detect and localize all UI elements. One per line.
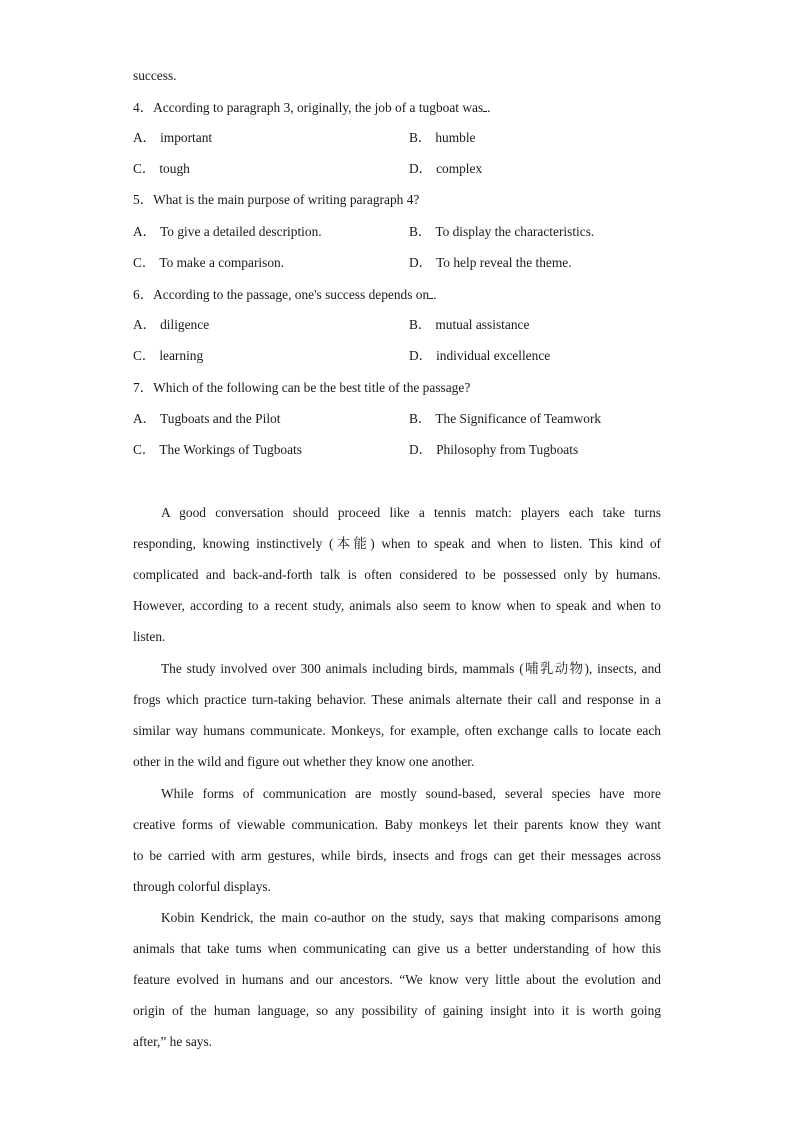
option-d: D． individual excellence xyxy=(409,348,551,363)
passage-line: feature evolved in humans and our ancestors. “We know very little about the evolution and xyxy=(133,972,661,987)
passage-line: responding, knowing instinctively (本能) when to speak and when to listen. This kind of xyxy=(133,536,661,551)
passage-line: The study involved over 300 animals including birds, mammals (哺乳动物), insects, and xyxy=(161,661,661,676)
option-a: A． important xyxy=(133,130,213,145)
passage-line: after,” he says. xyxy=(133,1034,213,1049)
continued-text: success. xyxy=(133,68,177,83)
option-b: B． humble xyxy=(409,130,476,145)
passage-line: A good conversation should proceed like a tennis match: players each take turns xyxy=(161,505,661,520)
passage-line: complicated and back-and-forth talk is often considered to be possessed only by humans. xyxy=(133,567,661,582)
question-stem: 7．Which of the following can be the best title of the passage? xyxy=(133,380,471,395)
passage-line: similar way humans communicate. Monkeys, for example, often exchange calls to locate each xyxy=(133,723,661,738)
passage-line: listen. xyxy=(133,629,166,644)
option-a: A． diligence xyxy=(133,317,210,332)
passage-line: However, according to a recent study, animals also seem to know when to speak and when to xyxy=(133,598,661,613)
option-a: A． Tugboats and the Pilot xyxy=(133,411,281,426)
passage-line: through colorful displays. xyxy=(133,879,271,894)
passage-line: frogs which practice turn-taking behavior. These animals alternate their call and response in a xyxy=(133,692,661,707)
question-stem: 6．According to the passage, one's success depends on . xyxy=(133,287,437,302)
option-b: B． mutual assistance xyxy=(409,317,530,332)
passage-line: other in the wild and figure out whether they know one another. xyxy=(133,754,475,769)
passage-line: While forms of communication are mostly sound-based, several species have more xyxy=(161,786,661,801)
passage-line: animals that take tums when communicating can give us a better understanding of how this xyxy=(133,941,661,956)
option-b: B． To display the characteristics. xyxy=(409,224,595,239)
option-c: C． tough xyxy=(133,161,190,176)
option-b: B． The Significance of Teamwork xyxy=(409,411,602,426)
question-stem: 5．What is the main purpose of writing paragraph 4? xyxy=(133,192,420,207)
option-c: C． learning xyxy=(133,348,204,363)
option-c: C． The Workings of Tugboats xyxy=(133,442,302,457)
option-d: D． Philosophy from Tugboats xyxy=(409,442,579,457)
passage-line: Kobin Kendrick, the main co-author on the study, says that making comparisons among xyxy=(161,910,661,925)
passage-line: creative forms of viewable communication. Baby monkeys let their parents know they want xyxy=(133,817,661,832)
option-c: C． To make a comparison. xyxy=(133,255,285,270)
passage-line: origin of the human language, so any possibility of gaining insight into it is worth going xyxy=(133,1003,661,1018)
option-d: D． To help reveal the theme. xyxy=(409,255,572,270)
passage-line: to be carried with arm gestures, while birds, insects and frogs can get their messages across xyxy=(133,848,661,863)
question-stem: 4．According to paragraph 3, originally, the job of a tugboat was . xyxy=(133,100,491,115)
option-d: D． complex xyxy=(409,161,483,176)
option-a: A． To give a detailed description. xyxy=(133,224,322,239)
